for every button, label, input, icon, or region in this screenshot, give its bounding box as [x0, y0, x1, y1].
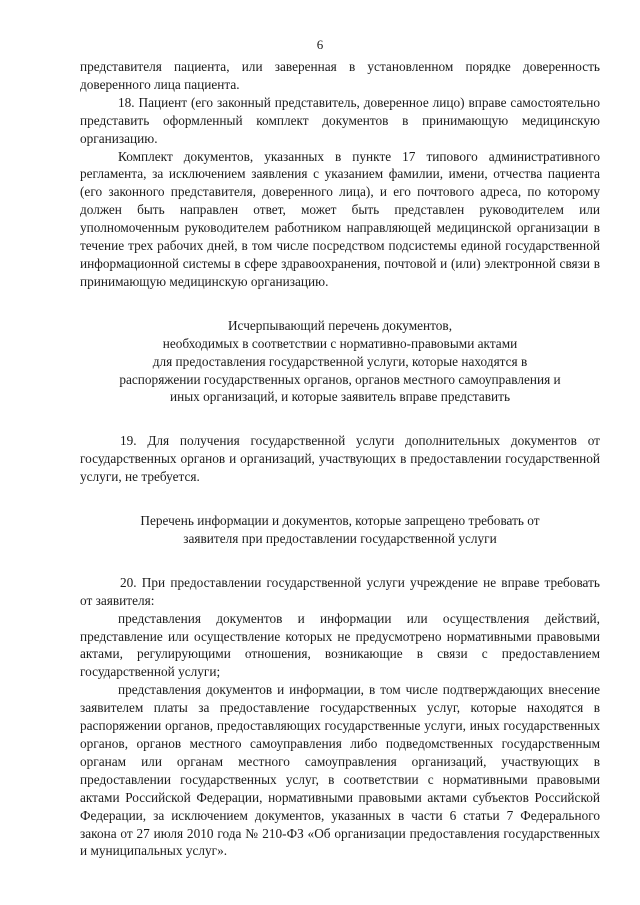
- heading-line: Перечень информации и документов, которые запрещено требовать от: [140, 513, 540, 529]
- heading-line: для предоставления государственной услуги, которые находятся в: [152, 353, 528, 369]
- heading-line: заявителя при предоставлении государственной услуги: [183, 530, 497, 546]
- paragraph-continuation: представителя пациента, или заверенная в установленном порядке доверенность доверенного лица пациента.: [80, 59, 600, 92]
- paragraph-20: 20. При предоставлении государственной услуги учреждение не вправе требовать от заявителя:: [80, 574, 600, 608]
- paragraph-18: 18. Пациент (его законный представитель, доверенное лицо) вправе самостоятельно представить оформленный комплект документов в принимающую медицинскую организацию.: [80, 94, 600, 146]
- heading-line: Исчерпывающий перечень документов,: [227, 317, 453, 333]
- document-body: [80, 58, 600, 860]
- paragraph-20-item-2: представления документов и информации, в том числе подтверждающих внесение заявителем платы за предоставление государственных услуг, которые находятся в распоряжении органов, предоставляющих государственные услуги, иных государственных органов, органов местного самоуправления либо подведомственных государственным органам или органам местного самоуправления организаций, участвующих в предоставлении государственных услуг, в соответствии с нормативными правовыми актами Российской Федерации, нормативными правовыми актами субъектов Российской Федерации, за исключением документов, указанных в части 6 статьи 7 Федерального закона от 27 июля 2010 года № 210-ФЗ «Об организации предоставления государственных и муниципальных услуг».: [80, 682, 600, 859]
- section-heading-prohibited: [80, 512, 600, 548]
- heading-line: распоряжении государственных органов, органов местного самоуправления и: [119, 371, 561, 387]
- page-number: 6: [316, 37, 324, 52]
- paragraph-20-item-1: представления документов и информации или осуществления действий, представление или осуществление которых не предусмотрено нормативными правовыми актами, регулирующими отношения, возникающие в связи с предоставлением государственной услуги;: [80, 610, 600, 680]
- heading-line: необходимых в соответствии с нормативно-правовыми актами: [162, 335, 518, 351]
- paragraph-19: 19. Для получения государственной услуги дополнительных документов от государственных органов и организаций, участвующих в предоставлении государственной услуги, не требуется.: [80, 433, 600, 485]
- section-heading-documents: [80, 317, 600, 407]
- paragraph-documents-set: Комплект документов, указанных в пункте 17 типового административного регламента, за исключением заявления с указанием фамилии, имени, отчества пациента (его законного представителя, доверенного лица), и его почтового адреса, по которому должен быть направлен ответ, может быть представлен руководителем или уполномоченным руководителем работником направляющей медицинской организации в течение трех рабочих дней, в том числе посредством подсистемы единой государственной информационной системы в сфере здравоохранения, почтовой и (или) электронной связи в принимающую медицинскую организацию.: [80, 148, 600, 289]
- heading-line: иных организаций, и которые заявитель вправе представить: [169, 389, 511, 405]
